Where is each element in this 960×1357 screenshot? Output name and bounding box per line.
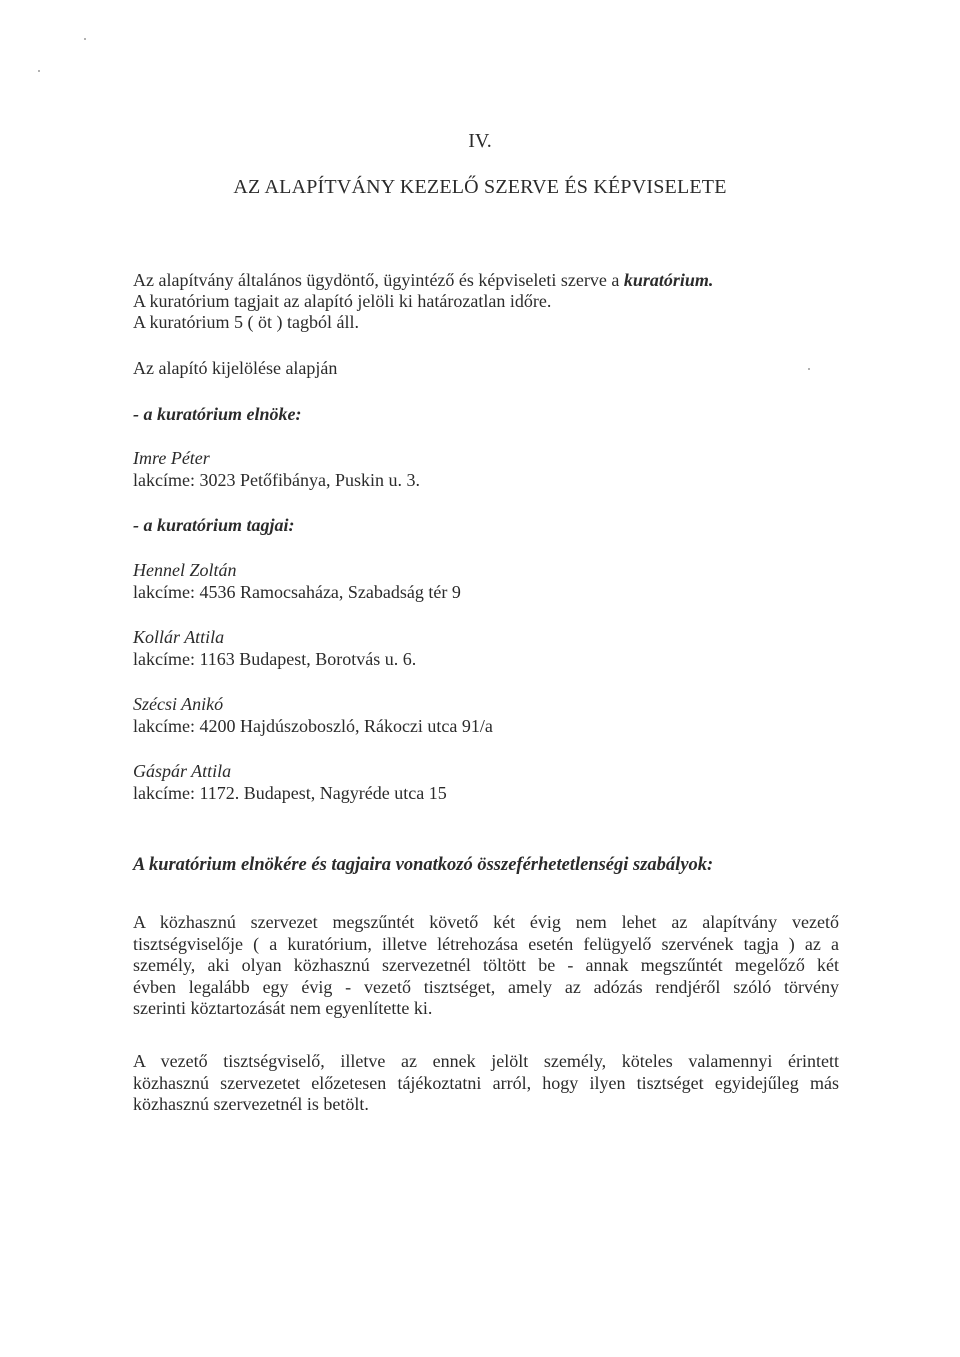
member-address: lakcíme: 1163 Budapest, Borotvás u. 6. <box>133 649 417 669</box>
chair-address: lakcíme: 3023 Petőfibánya, Puskin u. 3. <box>133 470 420 490</box>
member-name: Szécsi Anikó <box>133 694 224 714</box>
intro-line-1-text: Az alapítvány általános ügydöntő, ügyintéző és képviseleti szerve a <box>133 270 624 290</box>
intro-line-3: A kuratórium 5 ( öt ) tagból áll. <box>133 312 359 332</box>
paragraph-1 <box>133 912 839 1020</box>
designation-line: Az alapító kijelölése alapján <box>133 358 338 378</box>
paragraph-line: személy, aki olyan közhasznú szervezetnél töltött be - annak megszűntét megelőző két <box>133 955 839 975</box>
section-title: AZ ALAPÍTVÁNY KEZELŐ SZERVE ÉS KÉPVISELETE <box>233 176 727 198</box>
member-address: lakcíme: 1172. Budapest, Nagyréde utca 15 <box>133 783 447 803</box>
chair-name: Imre Péter <box>133 448 210 468</box>
chair-heading: - a kuratórium elnöke: <box>133 404 302 424</box>
paragraph-line: A vezető tisztségviselő, illetve az ennek jelölt személy, köteles valamennyi érintett <box>133 1051 839 1071</box>
paragraph-line: A közhasznú szervezet megszűntét követő két évig nem lehet az alapítvány vezető <box>133 912 839 932</box>
intro-line-2: A kuratórium tagjait az alapító jelöli ki határozatlan időre. <box>133 291 552 311</box>
member-name: Kollár Attila <box>133 627 225 647</box>
member-address: lakcíme: 4200 Hajdúszoboszló, Rákoczi utca 91/a <box>133 716 493 736</box>
scan-speck <box>808 368 810 370</box>
scan-speck <box>38 70 40 72</box>
paragraph-line: évben legalább egy évig - vezető tisztséget, amely az adózás rendjéről szóló törvény <box>133 976 839 997</box>
members-heading: - a kuratórium tagjai: <box>133 515 295 535</box>
paragraph-line: tisztségviselője ( a kuratórium, illetve létrehozása esetén felügyelő szervének tagja ) az a <box>133 933 839 954</box>
member-name: Gáspár Attila <box>133 761 232 781</box>
member-address: lakcíme: 4536 Ramocsaháza, Szabadság tér 9 <box>133 582 461 602</box>
rules-heading: A kuratórium elnökére és tagjaira vonatkozó összeférhetetlenségi szabályok: <box>133 855 714 875</box>
paragraph-2 <box>133 1051 839 1116</box>
scan-speck <box>84 38 86 40</box>
intro-line-1-emphasis: kuratórium. <box>623 270 714 290</box>
paragraph-line: közhasznú szervezetnél is betölt. <box>133 1094 369 1114</box>
member-name: Hennel Zoltán <box>133 560 237 580</box>
intro-line-1 <box>133 270 713 291</box>
paragraph-line: közhasznú szervezetet előzetesen tájékoztatni arról, hogy ilyen tisztséget egyidejűleg más <box>133 1072 839 1093</box>
chapter-number: IV. <box>468 130 492 152</box>
paragraph-line: szerinti köztartozását nem egyenlítette ki. <box>133 998 433 1018</box>
